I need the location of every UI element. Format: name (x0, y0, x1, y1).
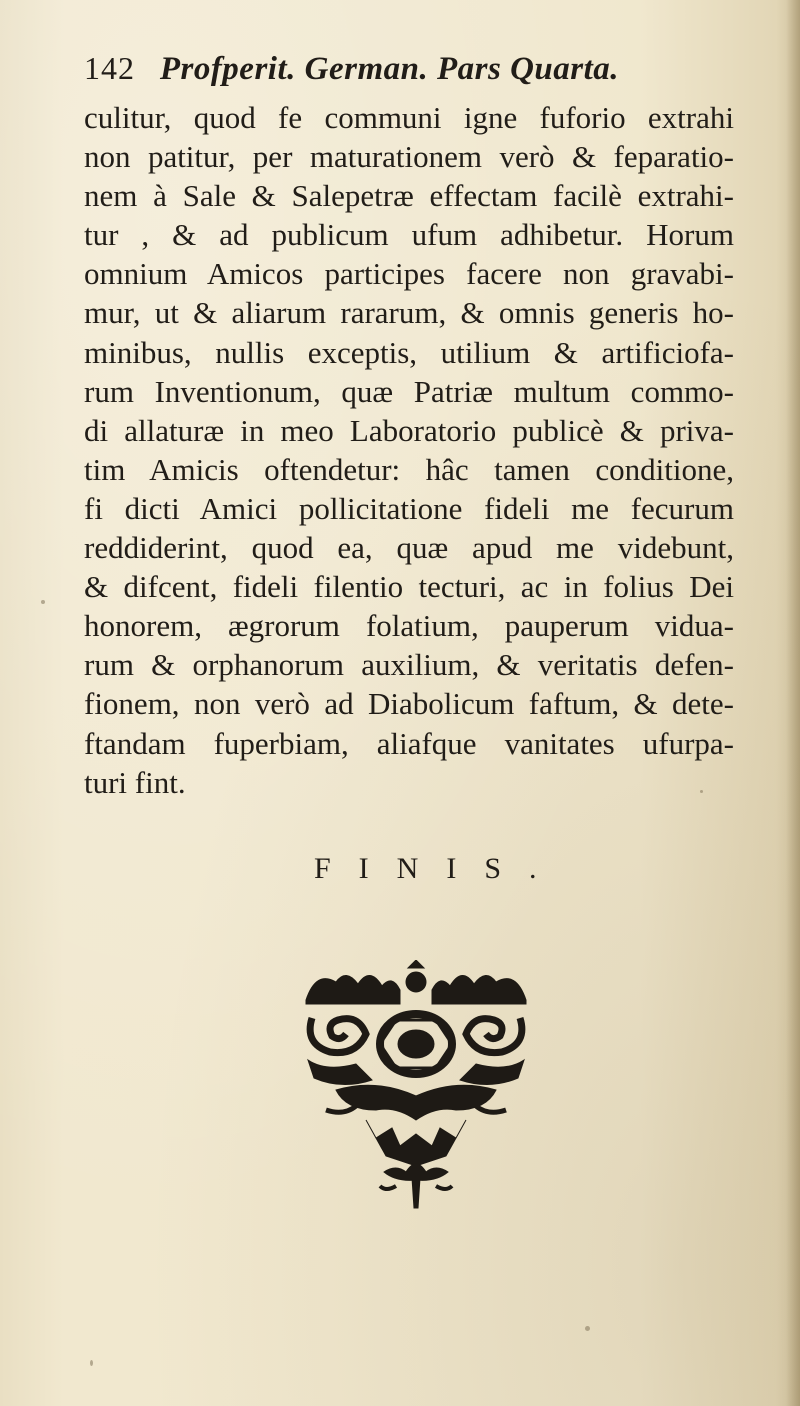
page-number: 142 (84, 50, 135, 86)
text-line: fionem, non verò ad Diabolicum faftum, & dete- (84, 686, 734, 722)
text-line: culitur, quod fe communi igne fuforio extrahi (84, 100, 734, 135)
text-line: omnium Amicos participes facere non gravabi- (84, 256, 734, 292)
text-line: rum & orphanorum auxilium, & veritatis defen- (84, 647, 734, 683)
text-line: mur, ut & aliarum rararum, & omnis generis ho- (84, 295, 734, 331)
text-line-last: turi fint. (84, 764, 186, 800)
page-header (84, 46, 724, 91)
text-line: honorem, ægrorum folatium, pauperum vidua- (84, 608, 734, 644)
paper-speck (41, 600, 45, 604)
text-line: tim Amicis oftendetur: hâc tamen conditione, (84, 451, 734, 487)
paper-speck (700, 790, 703, 793)
ornament-left-scroll (308, 1018, 372, 1085)
text-line: di allaturæ in meo Laboratorio publicè & priva- (84, 412, 734, 448)
text-line: reddiderint, quod ea, quæ apud me videbunt, (84, 530, 734, 566)
text-line: & difcent, fideli filentio tecturi, ac in folius Dei (84, 569, 734, 605)
text-line: rum Inventionum, quæ Patriæ multum commo- (84, 373, 734, 409)
text-line: tur , & ad publicum ufum adhibetur. Horum (84, 217, 734, 253)
text-line: fi dicti Amici pollicitatione fideli me fecurum (84, 490, 734, 526)
paper-speck (90, 1360, 93, 1366)
ornament-crest (306, 960, 526, 1004)
text-line: ftandam fuperbiam, aliafque vanitates ufurpa- (84, 725, 734, 761)
page-edge-shadow (786, 0, 800, 1406)
paper-speck (585, 1326, 590, 1331)
text-line: nem à Sale & Salepetræ effectam facilè extrahi- (84, 178, 734, 214)
ornament-medallion (380, 1014, 452, 1074)
text-line: minibus, nullis exceptis, utilium & artificiofa- (84, 334, 734, 370)
ornament-stem (380, 1164, 452, 1208)
text-line: non patitur, per maturationem verò & feparatio- (84, 139, 734, 175)
finis-heading: FINIS. (314, 852, 565, 885)
ornament-body (326, 1085, 506, 1166)
floral-tailpiece-ornament-icon (296, 960, 536, 1210)
ornament-right-scroll (460, 1018, 524, 1085)
running-title: Profperit. German. Pars Quarta. (159, 51, 620, 87)
body-text (84, 98, 734, 802)
